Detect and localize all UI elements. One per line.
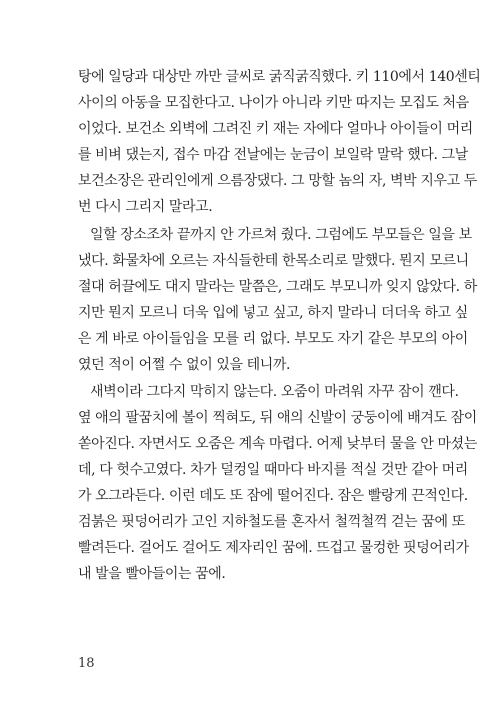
text-line: 지만 뭔지 모르니 더욱 입에 넣고 싶고, 하지 말라니 더더욱 하고 싶 bbox=[78, 305, 468, 321]
text-line: 검붉은 핏덩어리가 고인 지하철도를 혼자서 철꺽철꺽 걷는 꿈에 또 bbox=[78, 514, 465, 530]
text-line: 탕에 일당과 대상만 까만 글씨로 굵직굵직했다. 키 110에서 140센티 bbox=[78, 69, 481, 85]
text-line: 번 다시 그리지 말라고. bbox=[78, 199, 213, 215]
page-number: 18 bbox=[78, 656, 95, 671]
text-line: 가 오그라든다. 이런 데도 또 잠에 떨어진다. 잠은 빨랑게 끈적인다. bbox=[78, 488, 468, 504]
text-line: 사이의 아동을 모집한다고. 나이가 아니라 키만 따지는 모집도 처음 bbox=[78, 95, 469, 111]
text-line: 냈다. 화물차에 오르는 자식들한테 한목소리로 말했다. 뭔지 모르니 bbox=[78, 253, 469, 269]
text-line: 빨려든다. 걸어도 걸어도 제자리인 꿈에. 뜨겁고 물컹한 핏덩어리가 bbox=[78, 540, 469, 556]
text-line: 보건소장은 관리인에게 으름장댔다. 그 망할 놈의 자, 벽박 지우고 두 bbox=[78, 173, 477, 189]
text-line: 데, 다 헛수고였다. 차가 덜컹일 때마다 바지를 적실 것만 같아 머리 bbox=[78, 462, 468, 478]
text-line: 절대 허끌에도 대지 말라는 말쯤은, 그래도 부모니까 잊지 않았다. 하 bbox=[78, 279, 477, 295]
text-line: 쏟아진다. 자면서도 오줌은 계속 마렵다. 어제 낮부터 물을 안 마셨는 bbox=[78, 436, 477, 452]
text-line: 였던 적이 어쩔 수 없이 있을 테니까. bbox=[78, 357, 291, 373]
text-line: 새벽이라 그다지 막히지 않는다. 오줌이 마려워 자꾸 잠이 깬다. bbox=[90, 384, 459, 400]
text-line: 내 발을 빨아들이는 꿈에. bbox=[78, 566, 226, 582]
text-line: 옆 애의 팔꿈치에 볼이 찍혀도, 뒤 애의 신발이 궁둥이에 배겨도 잠이 bbox=[78, 410, 477, 426]
text-line: 일할 장소조차 끝까지 안 가르쳐 줬다. 그럼에도 부모들은 일을 보 bbox=[90, 227, 472, 243]
text-line: 은 게 바로 아이들임을 모를 리 없다. 부모도 자기 같은 부모의 아이 bbox=[78, 331, 468, 347]
text-line: 이었다. 보건소 외벽에 그려진 키 재는 자에다 얼마나 아이들이 머리 bbox=[78, 121, 473, 137]
text-line: 를 비벼 댔는지, 접수 마감 전날에는 눈금이 보일락 말락 했다. 그날 bbox=[78, 147, 468, 163]
